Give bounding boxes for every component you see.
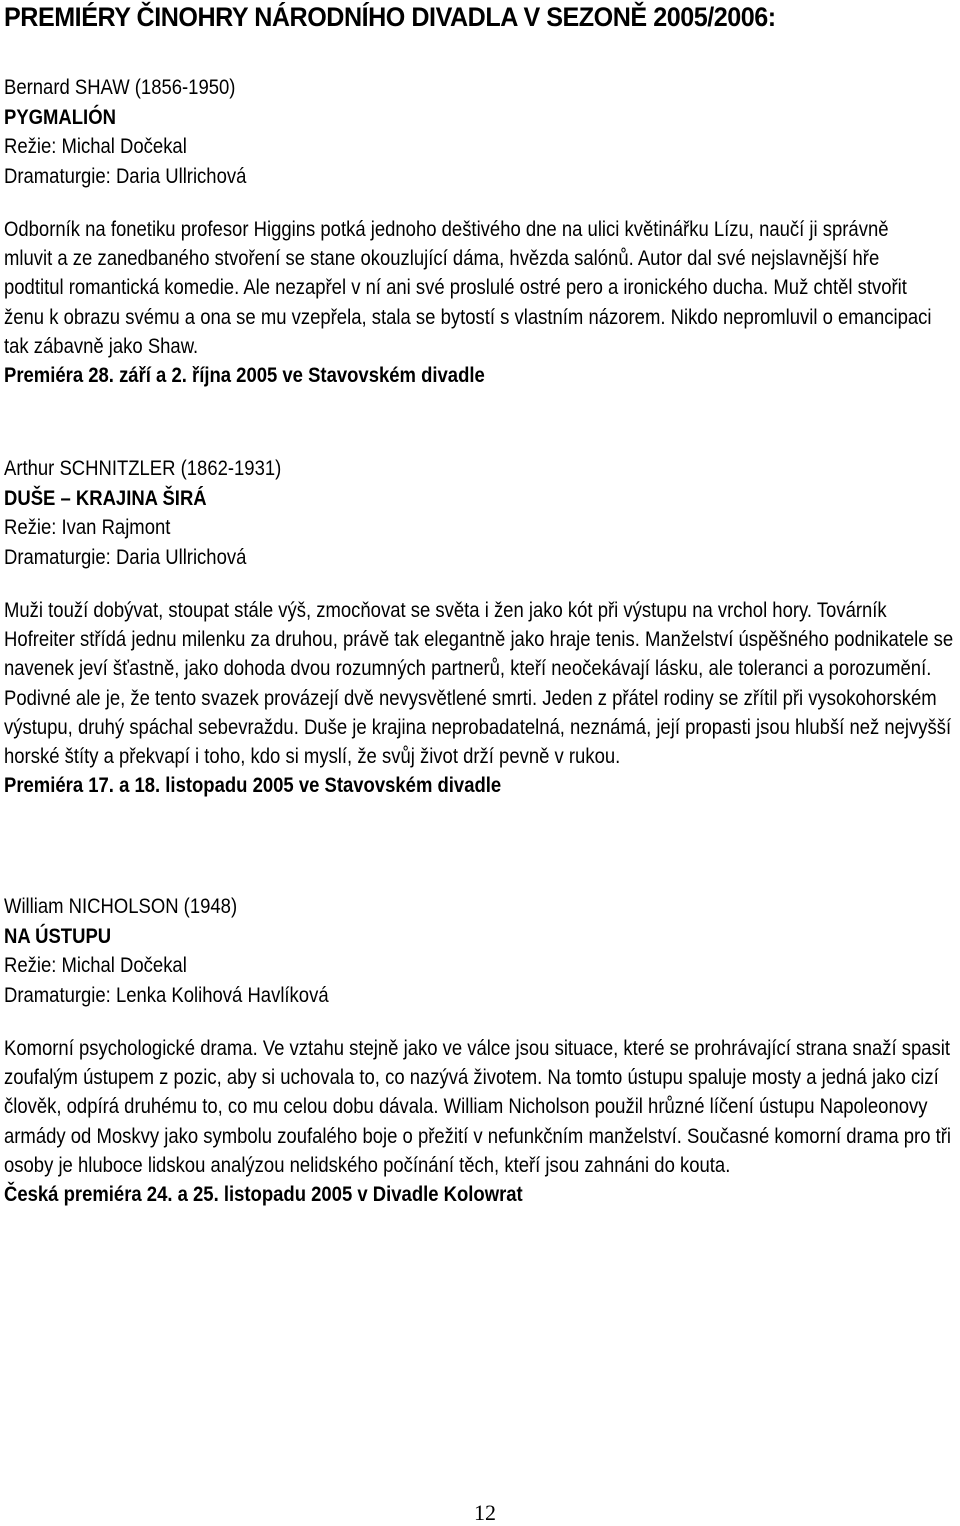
play-director: Režie: Michal Dočekal (4, 135, 187, 158)
play-entry (4, 73, 932, 390)
play-description: Muži touží dobývat, stoupat stále výš, zmocňovat se světa i žen jako kót při výstupu na vrchol hory. Továrník Hofreiter střídá jednu milenku za druhou, právě tak elegantně jako hraje tenis. Manželství úspěšného podnikatele se navenek jeví šťastně, jako dohoda dvou rozumných partnerů, kteří neočekávají lásku, ale toleranci a porozumění. Podivné ale je, že tento svazek provázejí dvě nevysvětlené smrti. Jeden z přátel rodiny se zřítil při vysokohorském výstupu, druhý spáchal sebevraždu. Duše je krajina neprobadatelná, neznámá, její propasti jsou hlubší než nejvyšší horské štíty a překvapí i toho, kdo si myslí, že svůj život drží pevně v rukou. (4, 599, 954, 769)
play-premiere: Premiéra 17. a 18. listopadu 2005 ve Stavovském divadle (4, 774, 502, 798)
play-author: Bernard SHAW (1856-1950) (4, 76, 236, 99)
play-author: William NICHOLSON (1948) (4, 895, 238, 918)
play-premiere: Premiéra 28. září a 2. října 2005 ve Stavovském divadle (4, 364, 485, 388)
play-entry (4, 454, 954, 800)
play-description: Odborník na fonetiku profesor Higgins potká jednoho deštivého dne na ulici květinářku Lízu, naučí ji správně mluvit a ze zanedbaného stvoření se stane okouzlující dáma, hvězda salónů. Autor dal své nejslavnější hře podtitul romantická komedie. Ale nezapřel v ní ani své proslulé ostré pero a ironického ducha. Muž chtěl stvořit ženu k obrazu svému a ona se mu vzepřela, stala se bytostí s vlastním názorem. Nikdo nepromluvil o emancipaci tak zábavně jako Shaw. (4, 218, 932, 358)
play-title: DUŠE – KRAJINA ŠIRÁ (4, 486, 207, 510)
play-entry (4, 892, 952, 1209)
play-dramaturgy: Dramaturgie: Lenka Kolihová Havlíková (4, 983, 329, 1007)
play-title: PYGMALIÓN (4, 105, 116, 129)
play-dramaturgy: Dramaturgie: Daria Ullrichová (4, 164, 247, 188)
play-author: Arthur SCHNITZLER (1862-1931) (4, 457, 282, 480)
page-title: PREMIÉRY ČINOHRY NÁRODNÍHO DIVADLA V SEZONĚ 2005/2006: (4, 2, 776, 32)
play-director: Režie: Michal Dočekal (4, 954, 187, 977)
play-director: Režie: Ivan Rajmont (4, 516, 171, 539)
play-title: NA ÚSTUPU (4, 924, 112, 948)
play-dramaturgy: Dramaturgie: Daria Ullrichová (4, 545, 247, 569)
play-premiere: Česká premiéra 24. a 25. listopadu 2005 v Divadle Kolowrat (4, 1183, 523, 1207)
play-description: Komorní psychologické drama. Ve vztahu stejně jako ve válce jsou situace, které se prohrávající strana snaží spasit zoufalým ústupem z pozic, aby si uchovala to, co nazývá životem. Na tomto ústupu spaluje mosty a jedná jako cizí člověk, odpírá druhému to, co mu celou dobu dávala. William Nicholson použil hrůzné líčení ústupu Napoleonovy armády od Moskvy jako symbolu zoufalého boje o přežití v nefunkčním manželství. Současné komorní drama pro tři osoby je hluboce lidskou analýzou nelidského počínání těch, kteří jsou zahnáni do kouta. (4, 1037, 952, 1177)
page-number: 12 (474, 1500, 496, 1525)
